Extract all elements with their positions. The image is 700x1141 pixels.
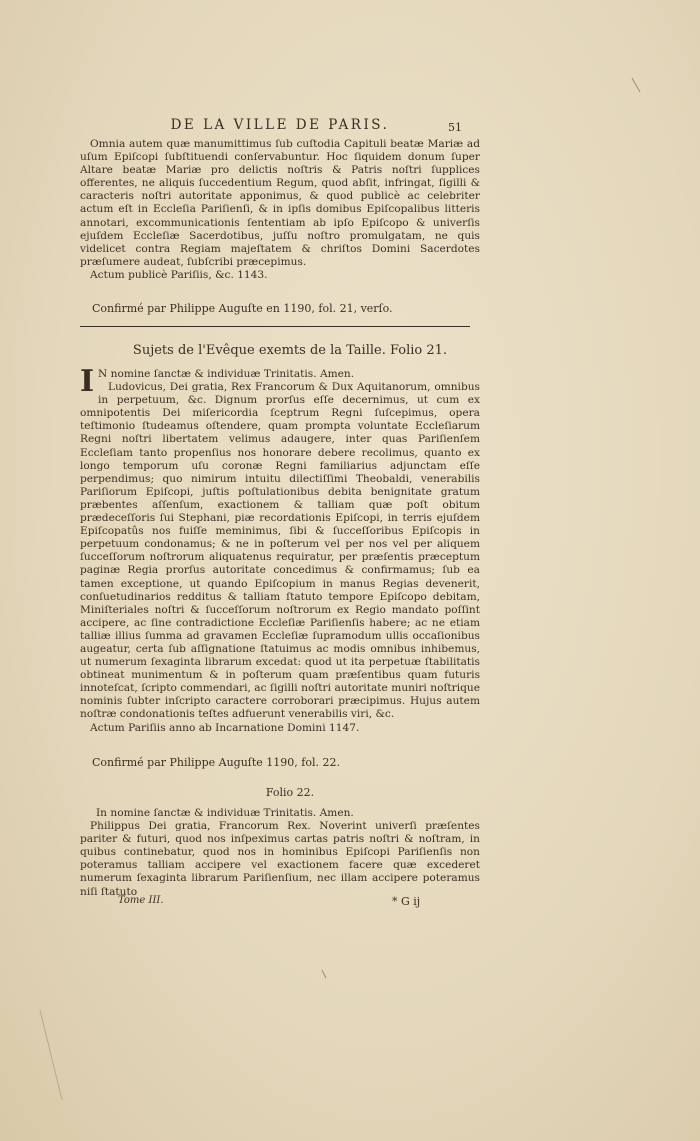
confirmation-note: Confirmé par Philippe Auguſte 1190, fol. 22. bbox=[92, 756, 340, 769]
section-title: Sujets de l'Evêque exemts de la Taille. Folio 21. bbox=[132, 343, 448, 358]
section2-text bbox=[80, 364, 480, 735]
signature-mark: * G ij bbox=[392, 895, 421, 908]
invocation-line: N nomine ſanctæ & individuæ Trinitatis. Amen. bbox=[98, 368, 355, 380]
charter-paragraph: Ludovicus, Dei gratia, Rex Francorum & Dux Aquitanorum, omnibus in perpetuum, &c. Dignum prorſus eſſe decernimus, ut cum ex omnipotentis Dei miſericordia ſceptrum Regni ſuſcepimus, opera teſtimonio ſtudeamus oſtendere, quam prompta voluntate Eccleſiarum Regni noſtri libertatem velimus adaugere, inter quas Pariſienſem Eccleſiam tanto propenſius nos honorare debere recolimus, quanto ex longo temporum uſu coronæ Regni familiarius adjunctam eſſe perpendimus; quo nimirum intuitu dilectiſſimi Theobaldi, venerabilis Pariſiorum Epiſcopi, juſtis poſtulationibus debita benignitate gratum præbentes aſſenſum, exactionem & talliam quæ poſt obitum prædeceſſoris ſui Stephani, piæ recordationis Epiſcopi, in terris ejuſdem Epiſcopatûs nos fuiſſe meminimus, ſibi & ſucceſſoribus Epiſcopis in perpetuum condonamus; & ne in poſterum vel per nos vel per aliquem ſucceſſorum noſtrorum aliquatenus requiratur, per præſentis præceptum paginæ Regia prorſus autoritate concedimus & confirmamus; ſub ea tamen exceptione, ut quando Epiſcopium in manus Regias devenerit, conſuetudinarios redditus & talliam ſtatuto tempore Epiſcopo debitam, Miniſteriales noſtri & ſucceſſorum noſtrorum ex Regio mandato poſſint accipere, ac ſine contradictione Eccleſiæ Pariſienſis habere; ac ne etiam talliæ illius ſumma ad gravamen Eccleſiæ ſupramodum ullis occaſionibus augeatur, certa ſub aſſignatione ſtatuimus ac modis omnibus inhibemus, ut numerum ſexaginta librarum excedat: quod ut ita perpetuæ ſtabilitatis obtineat munimentum & in poſterum quam præſentibus quam futuris innoteſcat, ſcripto commendari, ac ſigilli noſtri autoritate muniri noſtrique nominis ſubter inſcripto caractere corroborari præcipimus. Hujus autem noſtræ condonationis teſtes adfuerunt venerabilis viri, &c. bbox=[80, 381, 480, 721]
actum-line: Actum publicè Pariſiis, &c. 1143. bbox=[90, 268, 268, 281]
section-divider bbox=[80, 326, 470, 327]
volume-label: Tome III. bbox=[118, 895, 164, 906]
charter-paragraph: Omnia autem quæ manumittimus ſub cuſtodia Capituli beatæ Mariæ ad uſum Epiſcopi ſubſtituendi conſervabuntur. Hoc ſiquidem donum ſuper Altare beatæ Mariæ pro delictis noſtris & Patris noſtri ſupplices offerentes, ne aliquis ſuccedentium Regum, quod abſit, infringat, ſigilli & caracteris noſtri autoritate apponimus, & quod publicè ac celebriter actum eſt in Eccleſia Pariſienſi, & in ipſis domibus Epiſcopalibus litteris annotari, excommunicationis ſententiam ab ipſo Epiſcopo & univerſis ejuſdem Eccleſiæ Sacerdotibus, juſſu noſtro promulgatam, ne quis videlicet contra Regiam majeſtatem & chriſtos Domini Sacerdotes præſumere audeat, ſubſcribi præcepimus. bbox=[80, 138, 480, 268]
drop-capital: I bbox=[80, 364, 95, 399]
actum-line: Actum Pariſiis anno ab Incarnatione Domini 1147. bbox=[90, 721, 360, 734]
section3-text bbox=[80, 807, 480, 899]
invocation-line: In nomine ſanctæ & individuæ Trinitatis. Amen. bbox=[96, 807, 354, 819]
folio-heading: Folio 22. bbox=[265, 786, 315, 799]
section1-text bbox=[80, 138, 480, 282]
page-number: 51 bbox=[448, 121, 462, 134]
charter-paragraph: Philippus Dei gratia, Francorum Rex. Noverint univerſi præſentes pariter & futuri, quod nos inſpeximus cartas patris noſtri & noſtram, in quibus continebatur, quod nos in hominibus Epiſcopi Pariſienſis non poteramus talliam accipere vel exactionem facere quæ excederet numerum ſexaginta librarum Pariſienſium, nec illam accipere poteramus niſi ſtatuto bbox=[80, 820, 480, 898]
confirmation-note: Confirmé par Philippe Auguſte en 1190, fol. 21, verſo. bbox=[92, 302, 393, 315]
running-title: DE LA VILLE DE PARIS. bbox=[170, 117, 390, 133]
